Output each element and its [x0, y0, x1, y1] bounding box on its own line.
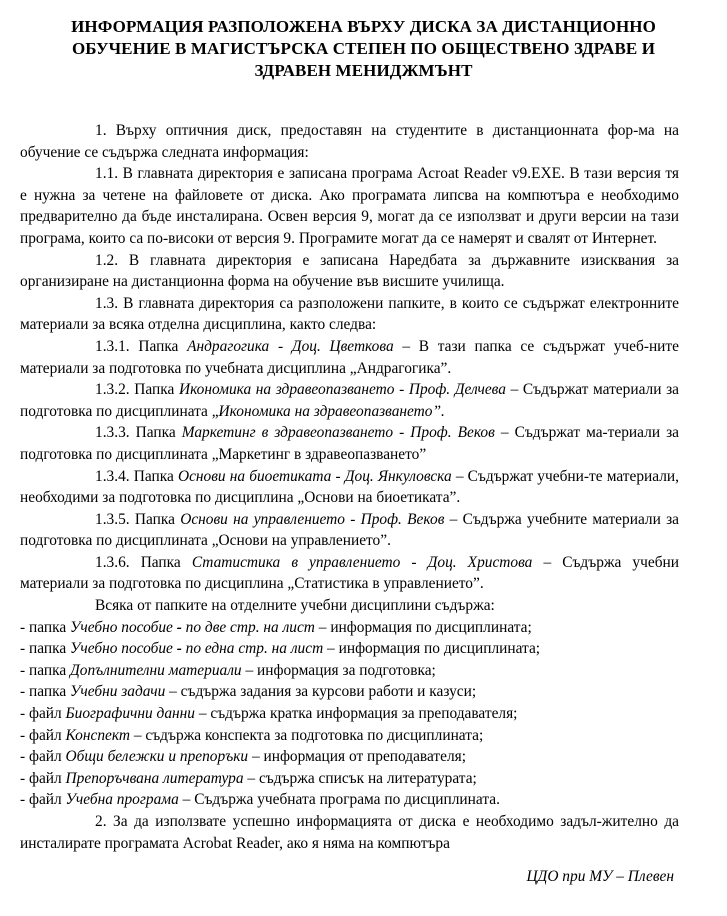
folder-name: Икономика на здравеопазването - Проф. Делчева [178, 381, 506, 399]
list-item-prefix: - файл [20, 748, 66, 766]
list-item-name: Допълнителни материали [70, 661, 242, 679]
folder-description: – Съдържат учебни-те материали, необходими за подготовка по дисциплина „Основи на биоетиката”. [20, 467, 679, 507]
folder-name: Статистика в управлението - Доц. Христова [191, 553, 533, 571]
paragraph-2: 2. За да използвате успешно информацията от диска е необходимо задъл-жително да инсталирате програмата Acrobat Reader, ако я няма на компютъра [20, 813, 679, 852]
folder-item [20, 379, 679, 422]
list-item-name: Учебни задачи [70, 683, 166, 701]
list-item-description: – информация по дисциплината; [314, 618, 532, 636]
list-item-prefix: - файл [20, 726, 66, 744]
list-item-separator: - [172, 640, 186, 658]
list-item-prefix: - папка [20, 618, 70, 636]
paragraph-1-1: 1.1. В главната директория е записана програма Acroat Reader v9.EXE. В тази версия тя е нужна за четене на файловете от диска. Ако програмата липсва на компютъра е необходимо предварително да бъде инсталирана. Освен версия 9, могат да се използват и други версии на тази програма, които са по-високи от версия 9. Програмите могат да се намерят и свалят от Интернет. [20, 165, 679, 247]
folder-name: Основи на управлението - Проф. Веков [180, 510, 445, 528]
folder-description: – В тази папка се съдържат учеб-ните материали за подготовка по учебната дисциплина „Андрагогика”. [20, 337, 679, 377]
list-item-prefix: - папка [20, 661, 70, 679]
folder-item [20, 336, 679, 379]
list-item-description: – информация от преподавателя; [248, 748, 467, 766]
folder-item [20, 422, 679, 465]
list-item [20, 768, 679, 790]
list-item-description: – Съдържа учебната програма по дисциплината. [178, 791, 500, 809]
folder-description-italic: Икономика на здравеопазването”. [218, 402, 445, 420]
list-item-prefix: - файл [20, 705, 66, 723]
list-item [20, 617, 679, 639]
list-item-description: – информация за подготовка; [241, 661, 436, 679]
folder-description: – Съдържа учебни материали за подготовка по дисциплина „Статистика в управлението”. [20, 553, 680, 593]
list-item [20, 660, 679, 682]
list-item-description: – съдържа задания за курсови работи и казуси; [165, 683, 477, 701]
folder-name: Маркетинг в здравеопазването - Проф. Веков [181, 424, 495, 442]
folder-description: – Съдържа учебните материали за подготовка по дисциплината „Основи на управлението”. [20, 510, 679, 550]
list-item-name: Препоръчвана литература [65, 769, 244, 787]
list-item-separator: - [172, 618, 186, 636]
list-item-name: Конспект [65, 726, 130, 744]
paragraph-1-3: 1.3. В главната директория са разположени папките, в които се съдържат електронните материали за всяка отделна дисциплина, както следва: [20, 294, 679, 334]
paragraph-1-2: 1.2. В главната директория е записана Наредбата за държавните изисквания за организиране на дистанционна форма на обучение във висшите училища. [20, 251, 679, 291]
list-item [20, 638, 679, 660]
list-item-subname: по една стр. на лист [185, 640, 324, 658]
folder-description: – Съдържат ма-териали за подготовка по дисциплината „Маркетинг в здравеопазването” [20, 424, 679, 463]
folder-number: 1.3.5. Папка [95, 510, 181, 528]
folder-name: Основи на биоетиката - Доц. Янкуловска [177, 467, 452, 485]
list-item-subname: по две стр. на лист [185, 618, 315, 636]
document-title: ИНФОРМАЦИЯ РАЗПОЛОЖЕНА ВЪРХУ ДИСКА ЗА ДИСТАНЦИОННО ОБУЧЕНИЕ В МАГИСТЪРСКА СТЕПЕН ПО ОБЩЕСТВЕНО ЗДРАВЕ И ЗДРАВЕН МЕНИДЖМЪНТ [71, 17, 656, 80]
list-item [20, 681, 679, 703]
list-item-description: – информация по дисциплината; [323, 640, 541, 658]
list-item-description: – съдържа конспекта за подготовка по дисциплината; [129, 726, 484, 744]
list-item-name: Учебна програма [65, 791, 179, 809]
list-item-name: Учебно пособие [70, 640, 173, 658]
folder-number: 1.3.3. Папка [95, 424, 182, 442]
each-folder-intro: Всяка от папките на отделните учебни дисциплини съдържа: [95, 597, 495, 615]
footer-signature: ЦДО при МУ – Плевен [526, 868, 674, 885]
paragraph-1: 1. Върху оптичния диск, предоставян на студентите в дистанционната фор-ма на обучение се съдържа следната информация: [20, 122, 679, 161]
folder-description: – Съдържат материали за подготовка по дисциплината „ [20, 381, 679, 420]
list-item [20, 789, 679, 811]
folder-item [20, 509, 679, 552]
document-body [20, 120, 679, 854]
list-item-prefix: - папка [20, 640, 70, 658]
list-item-prefix: - файл [20, 791, 66, 809]
list-item [20, 703, 679, 725]
folder-name: Андрагогика - Доц. Цветкова [187, 337, 394, 355]
list-item-prefix: - файл [20, 769, 66, 787]
folder-item [20, 552, 679, 595]
folder-item [20, 466, 679, 509]
list-item-name: Общи бележки и препоръки [65, 748, 249, 766]
list-item-prefix: - папка [20, 683, 70, 701]
folder-number: 1.3.6. Папка [95, 553, 192, 571]
list-item-name: Биографични данни [65, 705, 195, 723]
list-item-description: – съдържа списък на литературата; [243, 769, 477, 787]
list-item-description: – съдържа кратка информация за преподавателя; [195, 705, 518, 723]
folder-number: 1.3.2. Папка [95, 381, 179, 399]
list-item [20, 725, 679, 747]
folder-number: 1.3.4. Папка [95, 467, 178, 485]
list-item [20, 746, 679, 768]
folder-number: 1.3.1. Папка [95, 337, 188, 355]
list-item-name: Учебно пособие [70, 618, 173, 636]
